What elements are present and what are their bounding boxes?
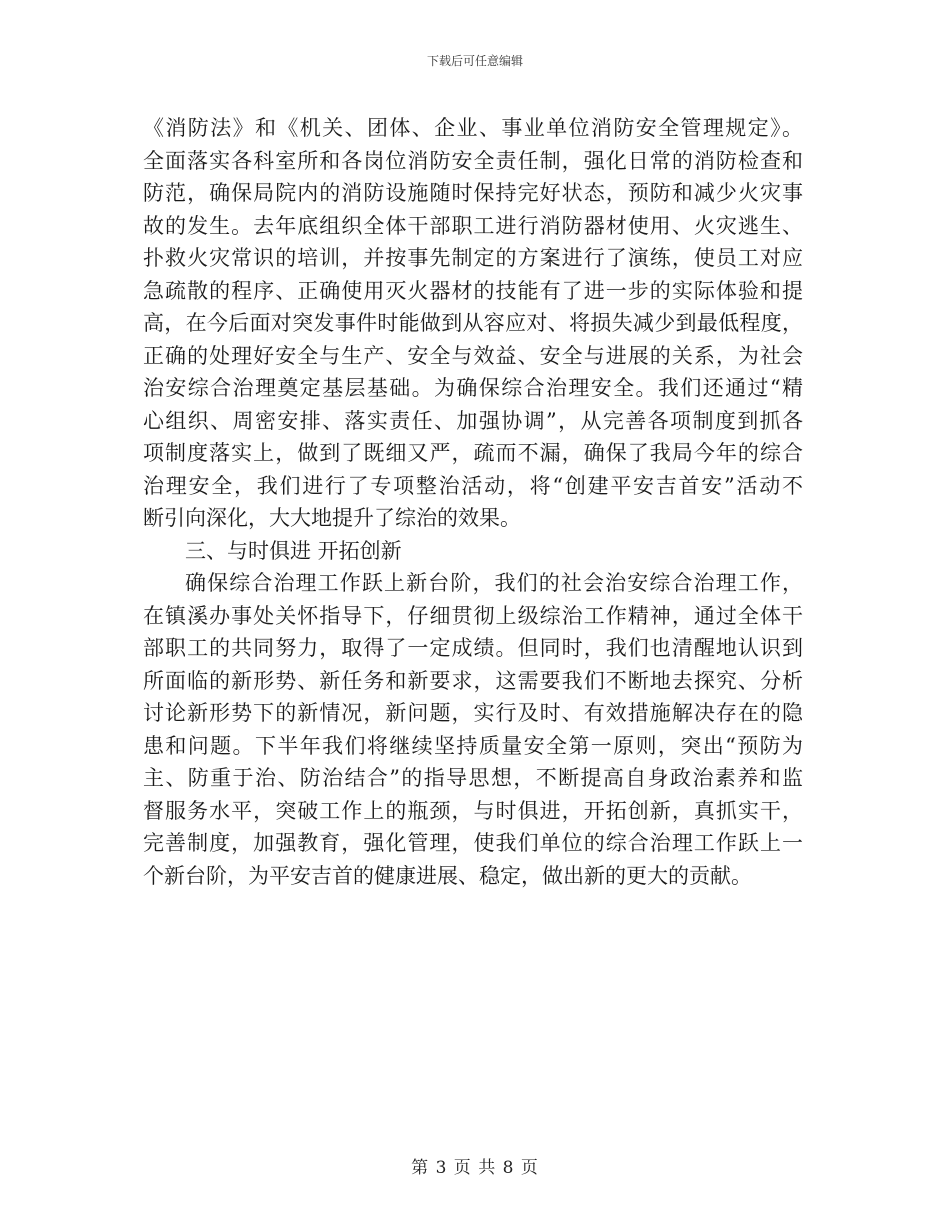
page-header-note: 下载后可任意编辑 <box>426 54 523 68</box>
text-line: 正确的处理好安全与生产、安全与效益、安全与进展的关系，为社会 <box>143 343 803 368</box>
text-line: 高，在今后面对突发事件时能做到从容应对、将损失减少到最低程度， <box>143 311 803 335</box>
text-line: 督服务水平，突破工作上的瓶颈，与时俱进，开拓创新，真抓实干， <box>143 798 803 823</box>
page-number-footer: 第 3 页 共 8 页 <box>411 1158 539 1178</box>
text-line: 治理安全，我们进行了专项整治活动，将“创建平安吉首安”活动不 <box>143 473 803 498</box>
text-line: 主、防重于治、防治结合”的指导思想，不断提高自身政治素养和监 <box>143 766 803 790</box>
text-line: 扑救火灾常识的培训，并按事先制定的方案进行了演练，使员工对应 <box>143 246 803 270</box>
text-line: 患和问题。下半年我们将继续坚持质量安全第一原则，突出“预防为 <box>143 733 803 758</box>
text-line: 项制度落实上，做到了既细又严，疏而不漏，确保了我局今年的综合 <box>143 441 803 465</box>
text-line: 部职工的共同努力，取得了一定成绩。但同时，我们也清醒地认识到 <box>143 636 803 660</box>
text-line: 治安综合治理奠定基层基础。为确保综合治理安全。我们还通过“精 <box>143 376 803 400</box>
text-line: 确保综合治理工作跃上新台阶，我们的社会治安综合治理工作， <box>185 571 803 595</box>
text-line: 完善制度，加强教育，强化管理，使我们单位的综合治理工作跃上一 <box>143 831 803 855</box>
text-line: 全面落实各科室所和各岗位消防安全责任制，强化日常的消防检查和 <box>143 148 803 173</box>
text-line: 故的发生。去年底组织全体干部职工进行消防器材使用、火灾逃生、 <box>143 213 803 238</box>
text-line: 《消防法》和《机关、团体、企业、事业单位消防安全管理规定》。 <box>143 116 803 140</box>
text-line: 急疏散的程序、正确使用灭火器材的技能有了进一步的实际体验和提 <box>143 278 803 303</box>
text-line: 防范，确保局院内的消防设施随时保持完好状态，预防和减少火灾事 <box>143 181 803 205</box>
text-line: 断引向深化，大大地提升了综治的效果。 <box>143 506 521 530</box>
text-line: 讨论新形势下的新情况，新问题，实行及时、有效措施解决存在的隐 <box>143 701 803 725</box>
text-line: 所面临的新形势、新任务和新要求，这需要我们不断地去探究、分析 <box>143 668 803 693</box>
text-line: 个新台阶，为平安吉首的健康进展、稳定，做出新的更大的贡献。 <box>143 863 752 888</box>
document-body <box>143 112 803 892</box>
text-line: 心组织、周密安排、落实责任、加强协调”，从完善各项制度到抓各 <box>143 408 803 433</box>
text-line: 在镇溪办事处关怀指导下，仔细贯彻上级综治工作精神，通过全体干 <box>143 603 803 628</box>
section-heading: 三、与时俱进 开拓创新 <box>185 538 402 563</box>
